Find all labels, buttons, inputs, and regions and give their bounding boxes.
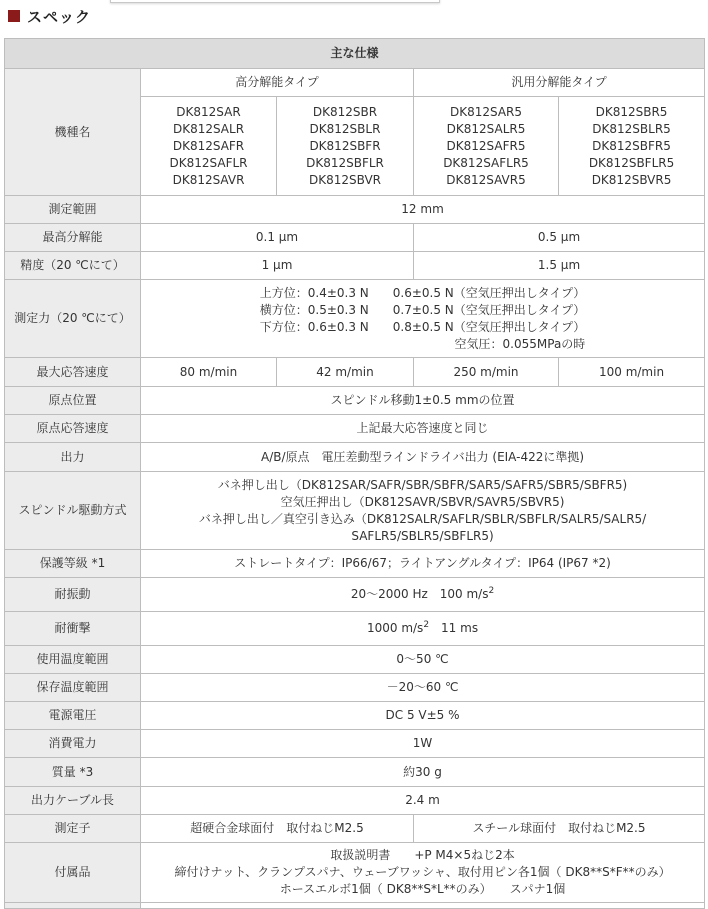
origin-value: スピンドル移動1±0.5 mmの位置 xyxy=(141,387,705,415)
speed-sa: 80 m/min xyxy=(141,358,277,387)
model-name: DK812SALR xyxy=(172,121,245,136)
row-label-power: 消費電力 xyxy=(5,730,141,758)
row-label-speed: 最大応答速度 xyxy=(5,358,141,387)
row-label-shock: 耐衝撃 xyxy=(5,612,141,646)
accessories-values xyxy=(141,843,705,903)
row-label-vibration: 耐振動 xyxy=(5,578,141,612)
spec-table xyxy=(4,38,705,909)
group-high-resolution: 高分解能タイプ xyxy=(141,69,414,97)
drive-line: バネ押し出し（DK812SAR/SAFR/SBR/SBFR/SAR5/SAFR5/SBR5/SBFR5) xyxy=(217,477,628,492)
model-name: DK812SAFR5 xyxy=(446,138,526,153)
protection-value: ストレートタイプ：IP66/67；ライトアングルタイプ：IP64 (IP67 *2) xyxy=(141,550,705,578)
row-label-resolution: 最高分解能 xyxy=(5,224,141,252)
table-row xyxy=(5,196,705,224)
table-row xyxy=(5,443,705,472)
model-name: DK812SBVR5 xyxy=(591,172,672,187)
table-row xyxy=(5,69,705,97)
model-name: DK812SBFLR xyxy=(306,155,384,170)
drive-values xyxy=(141,472,705,550)
cable-value: 2.4 m xyxy=(141,787,705,815)
model-name: DK812SBLR5 xyxy=(592,121,671,136)
model-name: DK812SBVR xyxy=(308,172,382,187)
table-row xyxy=(5,224,705,252)
vibration-value xyxy=(141,578,705,612)
table-row xyxy=(5,758,705,787)
row-label-storage-temp: 保存温度範囲 xyxy=(5,674,141,702)
shock-text: 1000 m/s xyxy=(366,621,424,635)
model-name: DK812SAR5 xyxy=(449,104,523,119)
drive-line: 空気圧押出し（DK812SAVR/SBVR/SAVR5/SBVR5) xyxy=(280,494,565,509)
force-line: 下方位：0.6±0.3 N 0.8±0.5 N（空気圧押出しタイプ） xyxy=(259,319,586,334)
speed-sb5: 100 m/min xyxy=(559,358,705,387)
accuracy-general: 1.5 μm xyxy=(414,252,705,280)
table-row xyxy=(5,787,705,815)
model-name: DK812SBLR xyxy=(309,121,381,136)
table-header-row xyxy=(5,39,705,69)
vibration-text: 20～2000 Hz 100 m/s xyxy=(350,587,489,601)
origin-speed-value: 上記最大応答速度と同じ xyxy=(141,415,705,443)
row-label-origin-speed: 原点応答速度 xyxy=(5,415,141,443)
force-block xyxy=(260,285,586,353)
row-label-cable: 出力ケーブル長 xyxy=(5,787,141,815)
speed-sb: 42 m/min xyxy=(277,358,414,387)
row-label-range: 測定範囲 xyxy=(5,196,141,224)
row-label-model: 機種名 xyxy=(5,69,141,196)
storage-temp-value: －20～60 ℃ xyxy=(141,674,705,702)
accessory-line: 取扱説明書 +P M4×5ねじ2本 xyxy=(330,848,515,862)
row-label-voltage: 電源電圧 xyxy=(5,702,141,730)
section-title: スペック xyxy=(27,7,92,26)
model-name: DK812SBR5 xyxy=(595,104,668,119)
model-name: DK812SBFR xyxy=(309,138,381,153)
row-label-origin: 原点位置 xyxy=(5,387,141,415)
drive-line: SAFLR5/SBLR5/SBFLR5) xyxy=(351,528,494,543)
vibration-sup: 2 xyxy=(488,586,495,596)
probe-general: スチール球面付 取付ねじM2.5 xyxy=(414,815,705,843)
model-name: DK812SAR xyxy=(176,104,241,119)
table-row xyxy=(5,280,705,358)
table-row xyxy=(5,472,705,550)
model-name: DK812SBR xyxy=(312,104,378,119)
accessory-line: 締付けナット、クランプスパナ、ウェーブワッシャ、取付用ピン各1個（ DK8**S*F**のみ） xyxy=(174,865,671,879)
table-row xyxy=(5,815,705,843)
row-label-protection: 保護等級 *1 xyxy=(5,550,141,578)
resolution-general: 0.5 μm xyxy=(414,224,705,252)
mass-value: 約30 g xyxy=(141,758,705,787)
table-row xyxy=(5,843,705,903)
model-name: DK812SAVR5 xyxy=(446,172,526,187)
table-row xyxy=(5,646,705,674)
model-list-sa xyxy=(141,97,277,196)
table-row xyxy=(5,578,705,612)
row-label-probe: 測定子 xyxy=(5,815,141,843)
force-air-note: 空気圧：0.055MPaの時 xyxy=(454,336,586,351)
table-row xyxy=(5,674,705,702)
table-row xyxy=(5,612,705,646)
model-list-sb xyxy=(277,97,414,196)
resolution-high: 0.1 μm xyxy=(141,224,414,252)
table-heading: 主な仕様 xyxy=(5,39,705,69)
model-name: DK812SAFLR xyxy=(169,155,248,170)
row-label-output: 出力 xyxy=(5,443,141,472)
op-temp-value: 0～50 ℃ xyxy=(141,646,705,674)
table-row xyxy=(5,358,705,387)
row-label-op-temp: 使用温度範囲 xyxy=(5,646,141,674)
drive-line: バネ押し出し／真空引き込み（DK812SALR/SAFLR/SBLR/SBFLR/SALR5/SALR5/ xyxy=(198,511,647,526)
model-name: DK812SAFLR5 xyxy=(443,155,529,170)
model-name: DK812SAFR xyxy=(172,138,245,153)
dropdown-panel-edge xyxy=(110,0,440,3)
speed-sa5: 250 m/min xyxy=(414,358,559,387)
shock-sup: 2 xyxy=(423,620,430,630)
force-line: 上方位：0.4±0.3 N 0.6±0.5 N（空気圧押出しタイプ） xyxy=(259,285,586,300)
shock-value xyxy=(141,612,705,646)
table-row xyxy=(5,252,705,280)
accuracy-high: 1 μm xyxy=(141,252,414,280)
table-row xyxy=(5,702,705,730)
model-name: DK812SAVR xyxy=(172,172,245,187)
row-label-mass: 質量 *3 xyxy=(5,758,141,787)
group-general-resolution: 汎用分解能タイプ xyxy=(414,69,705,97)
model-name: DK812SBFR5 xyxy=(592,138,671,153)
force-values xyxy=(141,280,705,358)
table-row xyxy=(5,550,705,578)
probe-high: 超硬合金球面付 取付ねじM2.5 xyxy=(141,815,414,843)
model-list-sb5 xyxy=(559,97,705,196)
model-name: DK812SALR5 xyxy=(446,121,526,136)
table-row xyxy=(5,415,705,443)
model-name: DK812SBFLR5 xyxy=(588,155,675,170)
power-value: 1W xyxy=(141,730,705,758)
range-value: 12 mm xyxy=(141,196,705,224)
row-label-accessories: 付属品 xyxy=(5,843,141,903)
square-bullet-icon xyxy=(8,10,20,22)
output-value: A/B/原点 電圧差動型ラインドライバ出力 (EIA-422に準拠) xyxy=(141,443,705,472)
voltage-value: DC 5 V±5 % xyxy=(141,702,705,730)
row-label-force: 測定力（20 ℃にて） xyxy=(5,280,141,358)
table-row xyxy=(5,730,705,758)
force-line: 横方位：0.5±0.3 N 0.7±0.5 N（空気圧押出しタイプ） xyxy=(259,302,586,317)
accessory-line: ホースエルボ1個（ DK8**S*L**のみ） スパナ1個 xyxy=(279,882,566,896)
section-header xyxy=(8,5,91,27)
shock-tail: 11 ms xyxy=(429,621,479,635)
row-label-drive: スピンドル駆動方式 xyxy=(5,472,141,550)
row-label-accuracy: 精度（20 ℃にて） xyxy=(5,252,141,280)
table-row xyxy=(5,387,705,415)
model-list-sa5 xyxy=(414,97,559,196)
